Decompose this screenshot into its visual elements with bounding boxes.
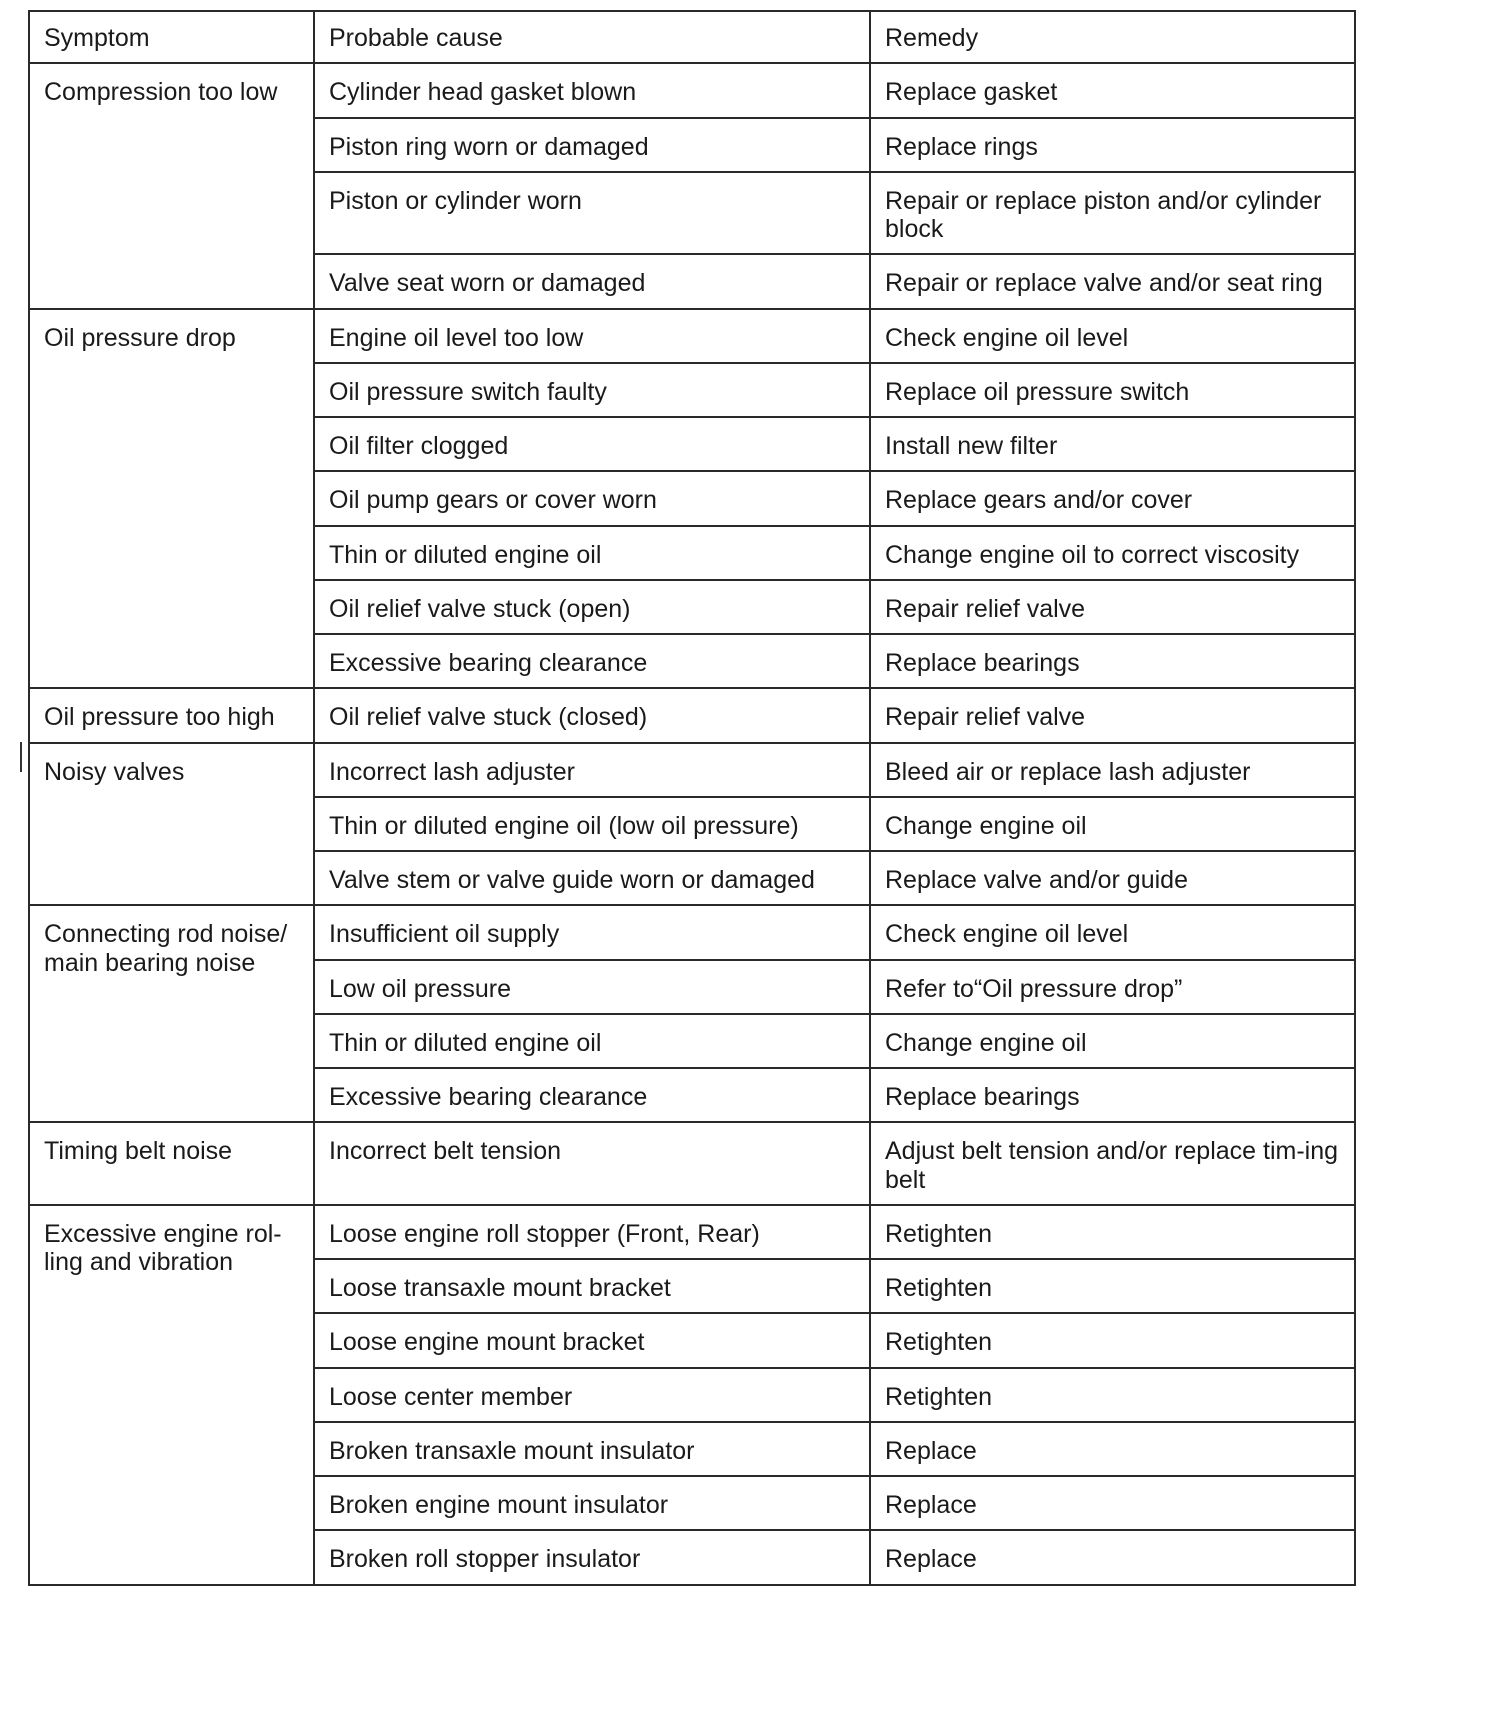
remedy-cell: Check engine oil level [870,309,1355,363]
symptom-cell: Connecting rod noise/ main bearing noise [29,905,314,1122]
table-row [29,905,1355,959]
probable-cause-cell: Loose engine roll stopper (Front, Rear) [314,1205,870,1259]
remedy-cell: Replace valve and/or guide [870,851,1355,905]
probable-cause-cell: Thin or diluted engine oil (low oil pressure) [314,797,870,851]
probable-cause-cell: Low oil pressure [314,960,870,1014]
probable-cause-cell: Oil filter clogged [314,417,870,471]
probable-cause-cell: Oil pressure switch faulty [314,363,870,417]
probable-cause-cell: Piston or cylinder worn [314,172,870,255]
remedy-cell: Bleed air or replace lash adjuster [870,743,1355,797]
header-remedy: Remedy [870,11,1355,63]
remedy-cell: Repair or replace valve and/or seat ring [870,254,1355,308]
probable-cause-cell: Engine oil level too low [314,309,870,363]
probable-cause-cell: Thin or diluted engine oil [314,1014,870,1068]
probable-cause-cell: Loose engine mount bracket [314,1313,870,1367]
table-row [29,743,1355,797]
probable-cause-cell: Oil pump gears or cover worn [314,471,870,525]
troubleshooting-sheet [28,10,1354,1586]
header-row [29,11,1355,63]
symptom-cell: Noisy valves [29,743,314,906]
probable-cause-cell: Piston ring worn or damaged [314,118,870,172]
remedy-cell: Replace gasket [870,63,1355,117]
symptom-cell: Timing belt noise [29,1122,314,1205]
probable-cause-cell: Insufficient oil supply [314,905,870,959]
margin-tick-mark [20,742,22,772]
probable-cause-cell: Oil relief valve stuck (open) [314,580,870,634]
remedy-cell: Retighten [870,1313,1355,1367]
probable-cause-cell: Loose transaxle mount bracket [314,1259,870,1313]
probable-cause-cell: Oil relief valve stuck (closed) [314,688,870,742]
table-row [29,688,1355,742]
remedy-cell: Check engine oil level [870,905,1355,959]
table-row [29,63,1355,117]
symptom-cell: Excessive engine rol-ling and vibration [29,1205,314,1585]
probable-cause-cell: Broken engine mount insulator [314,1476,870,1530]
probable-cause-cell: Broken roll stopper insulator [314,1530,870,1584]
probable-cause-cell: Excessive bearing clearance [314,1068,870,1122]
symptom-cell: Oil pressure drop [29,309,314,689]
troubleshooting-table [28,10,1356,1586]
remedy-cell: Replace [870,1422,1355,1476]
probable-cause-cell: Broken transaxle mount insulator [314,1422,870,1476]
remedy-cell: Refer to“Oil pressure drop” [870,960,1355,1014]
remedy-cell: Repair relief valve [870,688,1355,742]
table-body [29,11,1355,1585]
remedy-cell: Retighten [870,1205,1355,1259]
symptom-cell: Oil pressure too high [29,688,314,742]
header-probable-cause: Probable cause [314,11,870,63]
remedy-cell: Retighten [870,1259,1355,1313]
remedy-cell: Change engine oil [870,797,1355,851]
table-row [29,309,1355,363]
remedy-cell: Replace [870,1476,1355,1530]
probable-cause-cell: Cylinder head gasket blown [314,63,870,117]
symptom-cell: Compression too low [29,63,314,308]
remedy-cell: Replace oil pressure switch [870,363,1355,417]
remedy-cell: Replace bearings [870,1068,1355,1122]
remedy-cell: Retighten [870,1368,1355,1422]
remedy-cell: Repair relief valve [870,580,1355,634]
remedy-cell: Replace gears and/or cover [870,471,1355,525]
probable-cause-cell: Incorrect belt tension [314,1122,870,1205]
probable-cause-cell: Loose center member [314,1368,870,1422]
remedy-cell: Replace bearings [870,634,1355,688]
probable-cause-cell: Incorrect lash adjuster [314,743,870,797]
probable-cause-cell: Thin or diluted engine oil [314,526,870,580]
remedy-cell: Repair or replace piston and/or cylinder block [870,172,1355,255]
remedy-cell: Adjust belt tension and/or replace tim-ing belt [870,1122,1355,1205]
probable-cause-cell: Valve seat worn or damaged [314,254,870,308]
table-row [29,1122,1355,1205]
probable-cause-cell: Valve stem or valve guide worn or damaged [314,851,870,905]
header-symptom: Symptom [29,11,314,63]
probable-cause-cell: Excessive bearing clearance [314,634,870,688]
remedy-cell: Change engine oil to correct viscosity [870,526,1355,580]
remedy-cell: Change engine oil [870,1014,1355,1068]
remedy-cell: Replace [870,1530,1355,1584]
remedy-cell: Replace rings [870,118,1355,172]
remedy-cell: Install new filter [870,417,1355,471]
table-row [29,1205,1355,1259]
